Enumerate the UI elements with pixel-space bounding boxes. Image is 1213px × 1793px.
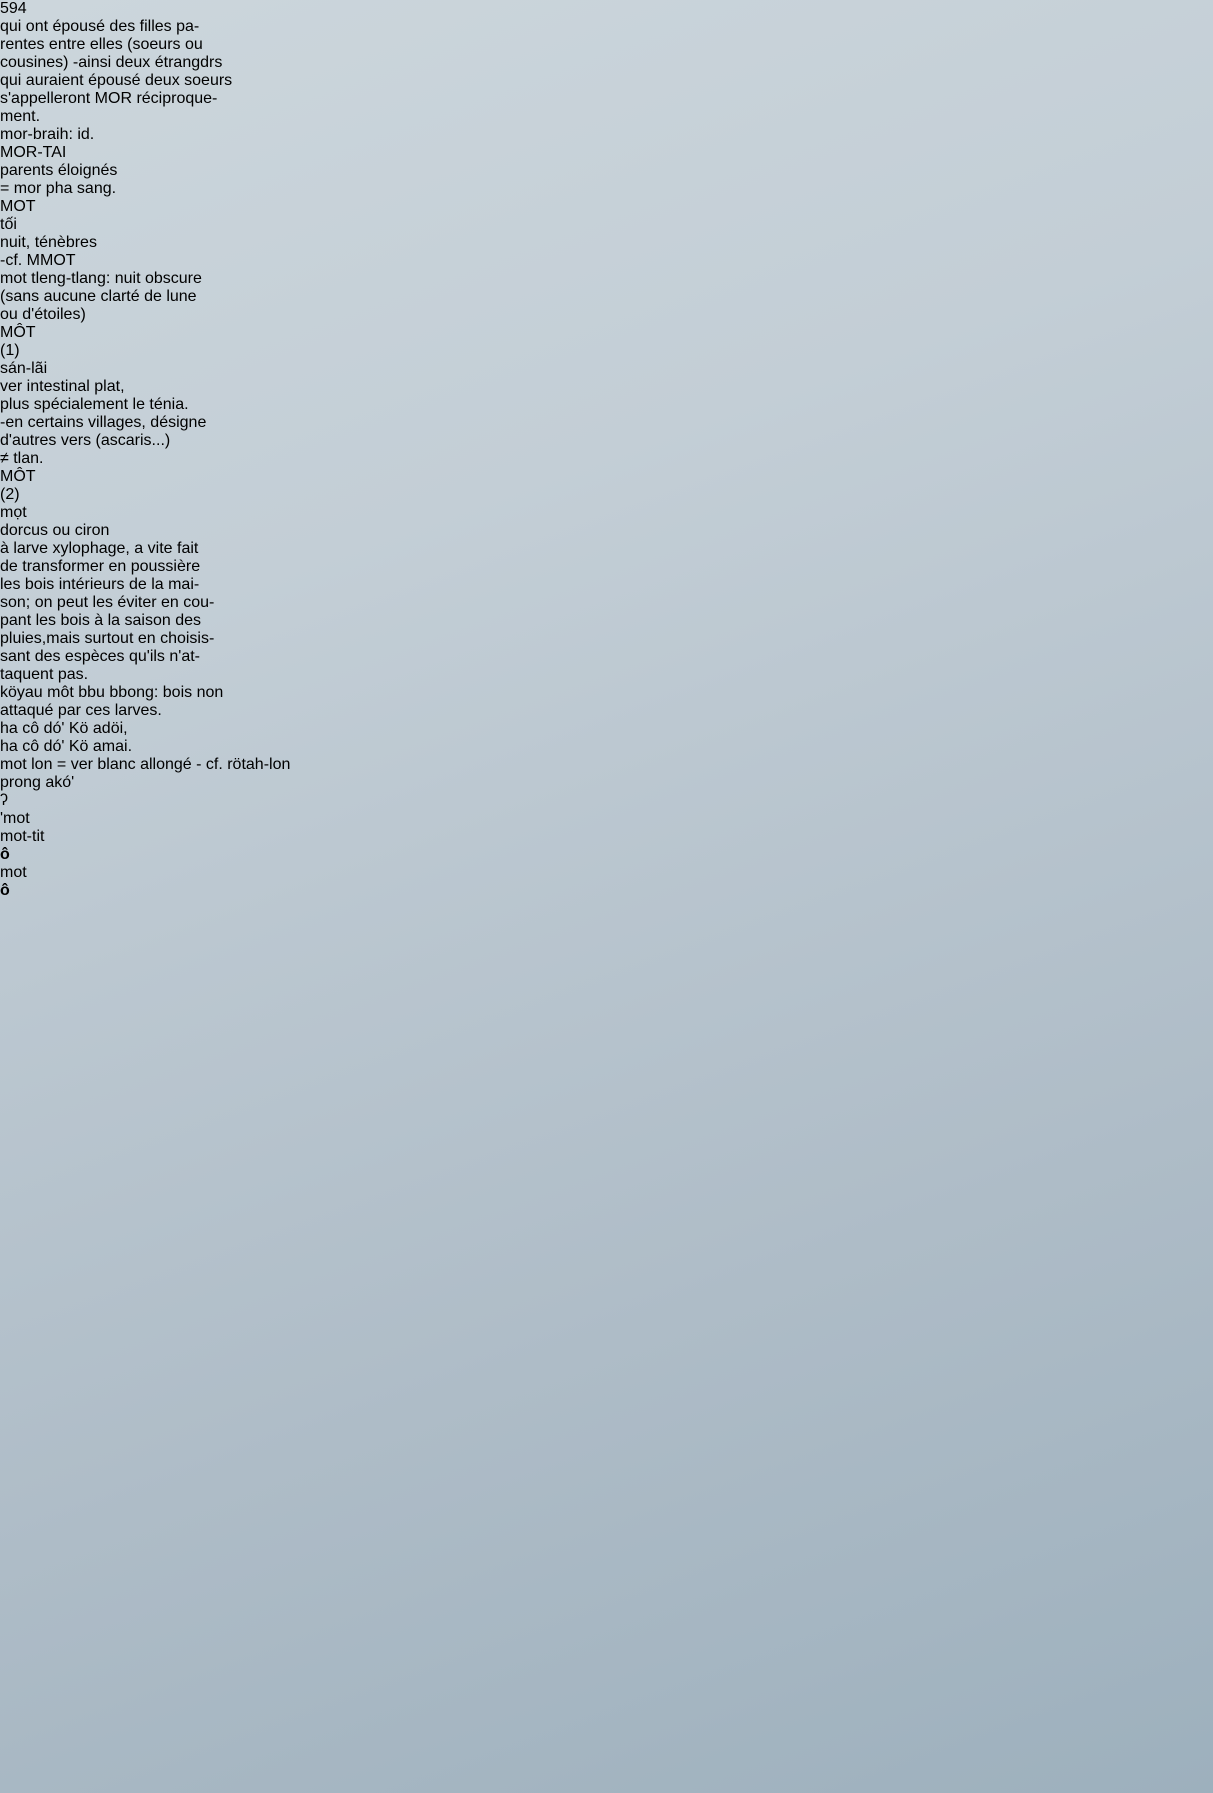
pencil-circled-o-circumflex [0, 882, 1213, 900]
pencil-circle-glottal [0, 792, 1213, 810]
equivalent-mor-tai: = mor pha sang. [0, 180, 117, 197]
vietnamese-san-lai: sán-lãi [0, 360, 48, 377]
subentry-mot-tleng-tlang [0, 270, 1213, 324]
typed-line: pant les bois à la saison des [0, 612, 202, 629]
typed-line: rentes entre elles (soeurs ou [0, 36, 203, 53]
typed-line: qui auraient épousé deux soeurs [0, 72, 233, 89]
typed-line: taquent pas. [0, 666, 89, 683]
pencil-glottal-mark: ʔ [0, 792, 8, 809]
typed-line: à larve xylophage, a vite fait [0, 540, 199, 557]
pencil-note-mot: mot [0, 864, 27, 881]
vietnamese-toi: tối [0, 216, 17, 233]
gloss-mot-2: dorcus ou ciron [0, 522, 110, 539]
pencil-o-mark: ô [0, 882, 10, 899]
typed-line: ment. [0, 108, 41, 125]
page-number: 594 [0, 0, 27, 17]
typed-line: mot tleng-tlang: nuit obscure [0, 270, 202, 287]
page-stack-edge [2, 320, 24, 1550]
typed-line: cousines) -ainsi deux étrangdrs [0, 54, 223, 71]
gloss-mot: nuit, ténèbres [0, 234, 97, 251]
typed-line: pluies,mais surtout en choisis- [0, 630, 215, 647]
headword-mor-tai: MOR-TAI [0, 144, 67, 161]
example-koyau-mot-line2: attaqué par ces larves. [0, 702, 162, 719]
handwritten-ink-note: prong akó' [0, 774, 75, 791]
typed-line: sant des espèces qu'ils n'at- [0, 648, 200, 665]
typed-line: ou d'étoiles) [0, 306, 86, 323]
pencil-circled-o-circumflex [0, 846, 1213, 864]
headword-mot-2: MÔT [0, 468, 36, 485]
definition-mot-2 [0, 540, 1213, 684]
typed-line: (sans aucune clarté de lune [0, 288, 197, 305]
handwritten-ink-note: mot lon = ver blanc allongé - cf. rötah-lon [0, 756, 291, 773]
subentry-mor-braih: mor-braih: id. [0, 126, 95, 143]
typed-line: d'autres vers (ascaris...) [0, 432, 171, 449]
typed-line: de transformer en poussière [0, 558, 201, 575]
entry-mor-paragraph [0, 18, 1213, 126]
homonym-number-2: (2) [0, 486, 20, 503]
pencil-note-mot-tit: mot-tit [0, 828, 45, 845]
headword-mot-1: MÔT [0, 324, 36, 341]
typed-line: les bois intérieurs de la mai- [0, 576, 200, 593]
typed-line: son; on peut les éviter en cou- [0, 594, 215, 611]
vietnamese-mot: mọt [0, 504, 27, 521]
handwritten-ink-note: ha cô dó' Kö amai. [0, 738, 133, 755]
pencil-o-mark: ô [0, 846, 10, 863]
typed-line: qui ont épousé des filles pa- [0, 18, 200, 35]
typed-line: s'appelleront MOR réciproque- [0, 90, 218, 107]
pencil-note-mot: 'mot [0, 810, 30, 827]
homonym-number-1: (1) [0, 342, 20, 359]
headword-mot: MOT [0, 198, 36, 215]
gloss-mor-tai: parents éloignés [0, 162, 118, 179]
cross-reference-mmot: -cf. MMOT [0, 252, 76, 269]
note-mot-1 [0, 414, 1213, 450]
gloss-mot-1-line2: plus spécialement le ténia. [0, 396, 189, 413]
handwritten-ink-note: ha cô dó' Kö adöi, [0, 720, 128, 737]
typed-line: -en certains villages, désigne [0, 414, 207, 431]
example-koyau-mot: köyau môt bbu bbong: bois non [0, 684, 224, 701]
gloss-mot-1: ver intestinal plat, [0, 378, 125, 395]
contrast-tlan: ≠ tlan. [0, 450, 44, 467]
